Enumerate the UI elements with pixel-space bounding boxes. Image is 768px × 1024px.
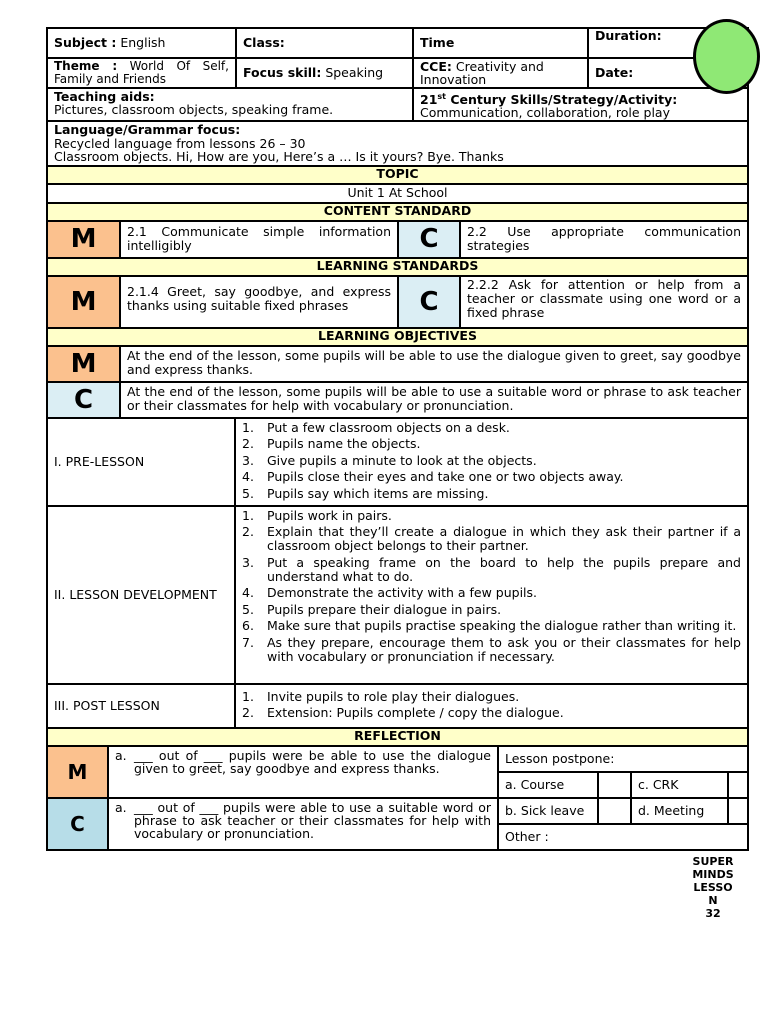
- step-number: 7.: [242, 634, 254, 650]
- teaching-aids-cell: [47, 88, 413, 121]
- grammar-label: Language/Grammar focus:: [54, 122, 241, 138]
- step-text: Invite pupils to role play their dialogues.: [267, 688, 520, 704]
- learning-standard-c-badge: C: [398, 276, 460, 328]
- focus-cell: [236, 58, 413, 88]
- content-standard-m-badge: M: [47, 221, 120, 258]
- skills-value: Communication, collaboration, role play: [420, 105, 670, 121]
- learning-standards-heading: LEARNING STANDARDS: [47, 258, 748, 276]
- reflection-m-marker: a.: [115, 747, 127, 763]
- focus-label: Focus skill:: [243, 65, 322, 80]
- teaching-aids-value: Pictures, classroom objects, speaking frame.: [54, 102, 334, 117]
- stage-label-lesson-development: II. LESSON DEVELOPMENT: [47, 506, 235, 684]
- lesson-step: [242, 437, 741, 451]
- class-cell: [236, 28, 413, 58]
- lesson-step: [242, 706, 741, 720]
- objective-m-badge: M: [47, 346, 120, 382]
- theme-value: World Of Self, Family and Friends: [54, 59, 229, 86]
- step-text: Pupils close their eyes and take one or two objects away.: [267, 469, 624, 485]
- lesson-step: [242, 586, 741, 600]
- class-label: Class:: [243, 35, 285, 50]
- step-text: Give pupils a minute to look at the objects.: [267, 452, 537, 468]
- reflection-c-marker: a.: [115, 799, 127, 815]
- footer-line-3: LESSO: [693, 881, 733, 894]
- stage-steps-pre-lesson: [235, 418, 748, 506]
- step-text: Demonstrate the activity with a few pupils.: [267, 585, 538, 601]
- skills-cell: [413, 88, 748, 121]
- option-sick-leave: b. Sick leave: [498, 798, 598, 824]
- objective-c-badge: C: [47, 382, 120, 418]
- step-number: 6.: [242, 618, 254, 634]
- objective-c-text: At the end of the lesson, some pupils will be able to use a suitable word or phrase to ask teacher or their classmates for help with vocabulary or pronunciation.: [120, 382, 748, 418]
- lesson-step: [242, 603, 741, 617]
- stage-label-post-lesson: III. POST LESSON: [47, 684, 235, 728]
- lesson-step: [242, 509, 741, 523]
- lesson-step: [242, 525, 741, 553]
- lesson-development-steps: [242, 509, 741, 664]
- date-label: Date:: [595, 65, 634, 80]
- objectives-table: [46, 345, 749, 419]
- step-text: Put a few classroom objects on a desk.: [267, 419, 510, 435]
- reflection-m-text: ___ out of ___ pupils were be able to use the dialogue given to greet, say goodbye and express thanks.: [134, 747, 491, 776]
- cce-value: Creativity and Innovation: [420, 59, 544, 87]
- step-text: Make sure that pupils practise speaking the dialogue rather than writing it.: [267, 618, 737, 634]
- header-table: [46, 27, 749, 222]
- step-text: Pupils work in pairs.: [267, 507, 392, 523]
- step-text: Extension: Pupils complete / copy the dialogue.: [267, 705, 564, 721]
- other-field[interactable]: Other :: [498, 824, 748, 850]
- footer-line-5: 32: [705, 907, 721, 920]
- content-standard-c-text: 2.2 Use appropriate communication strategies: [460, 221, 748, 258]
- cce-cell: [413, 58, 588, 88]
- learning-standard-m-text: 2.1.4 Greet, say goodbye, and express thanks using suitable fixed phrases: [120, 276, 398, 328]
- content-standard-c-badge: C: [398, 221, 460, 258]
- duration-label: Duration:: [595, 28, 662, 43]
- pre-lesson-steps: [242, 421, 741, 501]
- lesson-plan: [46, 27, 747, 851]
- reflection-c-cell: [108, 798, 498, 850]
- step-text: Pupils name the objects.: [267, 436, 421, 452]
- footer-line-2: MINDS: [692, 868, 734, 881]
- reflection-table: [46, 745, 749, 851]
- step-number: 4.: [242, 585, 254, 601]
- stage-steps-lesson-development: [235, 506, 748, 684]
- option-course-checkbox[interactable]: [598, 772, 631, 798]
- reflection-heading: REFLECTION: [47, 728, 748, 746]
- reflection-m-cell: [108, 746, 498, 798]
- step-number: 3.: [242, 452, 254, 468]
- reflection-c-text: ___ out of ___ pupils were able to use a suitable word or phrase to ask teacher or their classmates for help with vocabulary or pronunciation.: [134, 799, 491, 841]
- topic-value: Unit 1 At School: [47, 184, 748, 203]
- grammar-line-2: Classroom objects. Hi, How are you, Here’s a … Is it yours? Bye. Thanks: [54, 149, 504, 165]
- step-text: Pupils say which items are missing.: [267, 485, 489, 501]
- post-lesson-steps: [242, 690, 741, 721]
- step-number: 4.: [242, 469, 254, 485]
- focus-value: Speaking: [325, 65, 384, 80]
- learning-standard-c-text: 2.2.2 Ask for attention or help from a teacher or classmate using one word or a fixed phrase: [460, 276, 748, 328]
- step-number: 5.: [242, 601, 254, 617]
- lesson-step: [242, 636, 741, 664]
- lesson-step: [242, 556, 741, 584]
- option-crk-checkbox[interactable]: [728, 772, 748, 798]
- lesson-step: [242, 454, 741, 468]
- lesson-step: [242, 470, 741, 484]
- lesson-step: [242, 690, 741, 704]
- step-number: 1.: [242, 507, 254, 523]
- time-cell: [413, 28, 588, 58]
- stage-label-pre-lesson: I. PRE-LESSON: [47, 418, 235, 506]
- lesson-footer: [687, 855, 739, 920]
- content-standard-heading: CONTENT STANDARD: [47, 203, 748, 221]
- step-text: Explain that they’ll create a dialogue in which they ask their partner if a classroom object belongs to their partner.: [267, 524, 741, 554]
- stage-steps-post-lesson: [235, 684, 748, 728]
- step-number: 5.: [242, 485, 254, 501]
- teaching-aids-label: Teaching aids:: [54, 89, 155, 104]
- reflection-c-badge: C: [47, 798, 108, 850]
- step-text: Pupils prepare their dialogue in pairs.: [267, 601, 502, 617]
- subject-label: Subject :: [54, 35, 117, 50]
- content-standard-m-text: 2.1 Communicate simple information intelligibly: [120, 221, 398, 258]
- reflection-m-item: [109, 749, 491, 775]
- subject-cell: [47, 28, 236, 58]
- step-text: As they prepare, encourage them to ask you or their classmates for help with vocabulary or pronunciation if necessary.: [267, 634, 741, 664]
- learning-standard-m-badge: M: [47, 276, 120, 328]
- footer-line-1: SUPER: [692, 855, 734, 868]
- step-number: 2.: [242, 524, 254, 540]
- time-label: Time: [420, 35, 455, 50]
- option-meeting: d. Meeting: [631, 798, 728, 824]
- grammar-cell: [47, 121, 748, 166]
- step-number: 2.: [242, 436, 254, 452]
- reflection-m-badge: M: [47, 746, 108, 798]
- grammar-line-1: Recycled language from lessons 26 – 30: [54, 135, 306, 151]
- step-text: Put a speaking frame on the board to help the pupils prepare and understand what to do.: [267, 554, 741, 584]
- green-circle-marker: [693, 19, 760, 94]
- objective-m-text: At the end of the lesson, some pupils will be able to use the dialogue given to greet, say goodbye and express thanks.: [120, 346, 748, 382]
- option-course: a. Course: [498, 772, 598, 798]
- skills-label: 21st Century Skills/Strategy/Activity:: [420, 92, 678, 108]
- step-number: 1.: [242, 419, 254, 435]
- cce-label: CCE:: [420, 59, 452, 74]
- theme-cell: [47, 58, 236, 88]
- subject-value: English: [120, 35, 166, 50]
- learning-objectives-heading: LEARNING OBJECTIVES: [47, 328, 748, 346]
- step-number: 2.: [242, 705, 254, 721]
- topic-heading: TOPIC: [47, 166, 748, 184]
- lesson-step: [242, 487, 741, 501]
- lesson-step: [242, 421, 741, 435]
- reflection-c-item: [109, 801, 491, 840]
- lesson-step: [242, 619, 741, 633]
- lesson-postpone-label: Lesson postpone:: [498, 746, 748, 772]
- option-crk: c. CRK: [631, 772, 728, 798]
- standards-table: [46, 220, 749, 347]
- option-sick-leave-checkbox[interactable]: [598, 798, 631, 824]
- step-number: 1.: [242, 688, 254, 704]
- footer-line-4: N: [708, 894, 718, 907]
- option-meeting-checkbox[interactable]: [728, 798, 748, 824]
- theme-label: Theme :: [54, 59, 118, 73]
- stages-table: [46, 417, 749, 747]
- step-number: 3.: [242, 554, 254, 570]
